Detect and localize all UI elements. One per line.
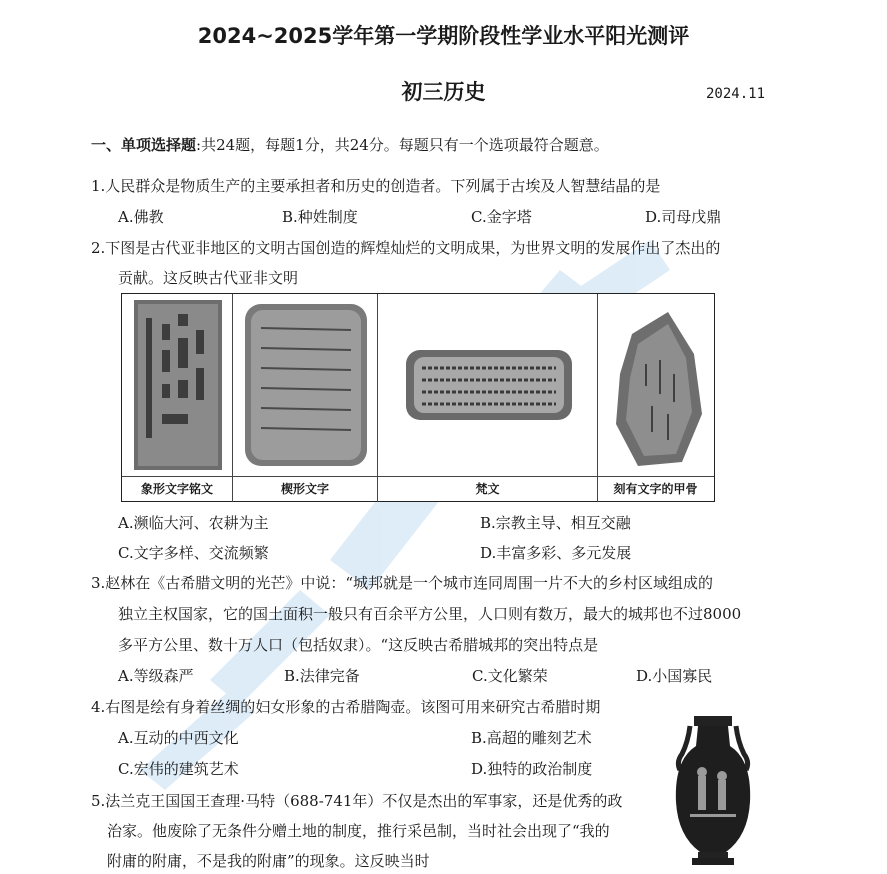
q3-option-c: C.文化繁荣: [472, 667, 548, 685]
question-3-stem: 3.赵林在《古希腊文明的光芒》中说：“城邦就是一个城市连同周围一片不大的乡村区域组成的: [91, 574, 713, 592]
q2-option-c: C.文字多样、交流频繁: [118, 544, 269, 562]
question-4-stem: 4.右图是绘有身着丝绸的妇女形象的古希腊陶壶。该图可用来研究古希腊时期: [91, 698, 601, 716]
q3-option-a: A.等级森严: [118, 667, 194, 685]
caption-sanskrit: 梵文: [378, 477, 598, 502]
question-3-stem-cont-2: 多平方公里、数十万人口（包括奴隶）。“这反映古希腊城邦的突出特点是: [118, 636, 599, 654]
caption-cuneiform: 楔形文字: [233, 477, 378, 502]
q1-option-d: D.司母戊鼎: [645, 208, 722, 226]
q3-option-b: B.法律完备: [284, 667, 360, 685]
subject-title: 初三历史: [401, 80, 486, 104]
section-label: 一、单项选择题: [91, 136, 197, 154]
civilization-figure: [121, 293, 715, 502]
question-3-stem-cont-1: 独立主权国家，它的国土面积一般只有百余平方公里，人口则有数万，最大的城邦也不过8000: [118, 605, 742, 623]
section-heading: [91, 134, 609, 155]
sanskrit-image: [378, 294, 598, 476]
figure-captions: [122, 476, 714, 502]
q4-option-d: D.独特的政治制度: [471, 760, 593, 778]
q4-option-b: B.高超的雕刻艺术: [471, 729, 592, 747]
question-2-stem-cont: 贡献。这反映古代亚非文明: [118, 269, 299, 287]
section-instructions: :共24题，每题1分，共24分。每题只有一个选项最符合题意。: [196, 136, 609, 154]
question-5-stem-cont-2: 附庸的附庸，不是我的附庸”的现象。这反映当时: [107, 852, 430, 870]
q2-option-b: B.宗教主导、相互交融: [480, 514, 631, 532]
q2-option-d: D.丰富多彩、多元发展: [480, 544, 632, 562]
greek-amphora-image: [668, 712, 758, 867]
q3-option-d: D.小国寡民: [636, 667, 713, 685]
question-2-stem: 2.下图是古代亚非地区的文明古国创造的辉煌灿烂的文明成果，为世界文明的发展作出了杰出的: [91, 239, 721, 257]
question-5-stem-cont-1: 治家。他废除了无条件分赠土地的制度，推行采邑制，当时社会出现了“我的: [107, 822, 610, 840]
q1-option-c: C.金字塔: [471, 208, 532, 226]
caption-hieroglyph: 象形文字铭文: [122, 477, 233, 502]
oracle-bone-image: [598, 294, 713, 476]
page-title: 2024~2025学年第一学期阶段性学业水平阳光测评: [197, 24, 690, 48]
q4-option-c: C.宏伟的建筑艺术: [118, 760, 239, 778]
question-5-stem: 5.法兰克王国国王查理·马特（688-741年）不仅是杰出的军事家，还是优秀的政: [91, 792, 623, 810]
q4-option-a: A.互动的中西文化: [118, 729, 239, 747]
caption-oracle-bone: 刻有文字的甲骨: [613, 482, 698, 496]
q1-option-b: B.种姓制度: [282, 208, 358, 226]
question-1-stem: 1.人民群众是物质生产的主要承担者和历史的创造者。下列属于古埃及人智慧结晶的是: [91, 177, 661, 195]
hieroglyph-image: [122, 294, 233, 476]
q1-option-a: A.佛教: [118, 208, 164, 226]
exam-date: 2024.11: [706, 86, 766, 102]
q2-option-a: A.濒临大河、农耕为主: [118, 514, 269, 532]
cuneiform-image: [233, 294, 378, 476]
